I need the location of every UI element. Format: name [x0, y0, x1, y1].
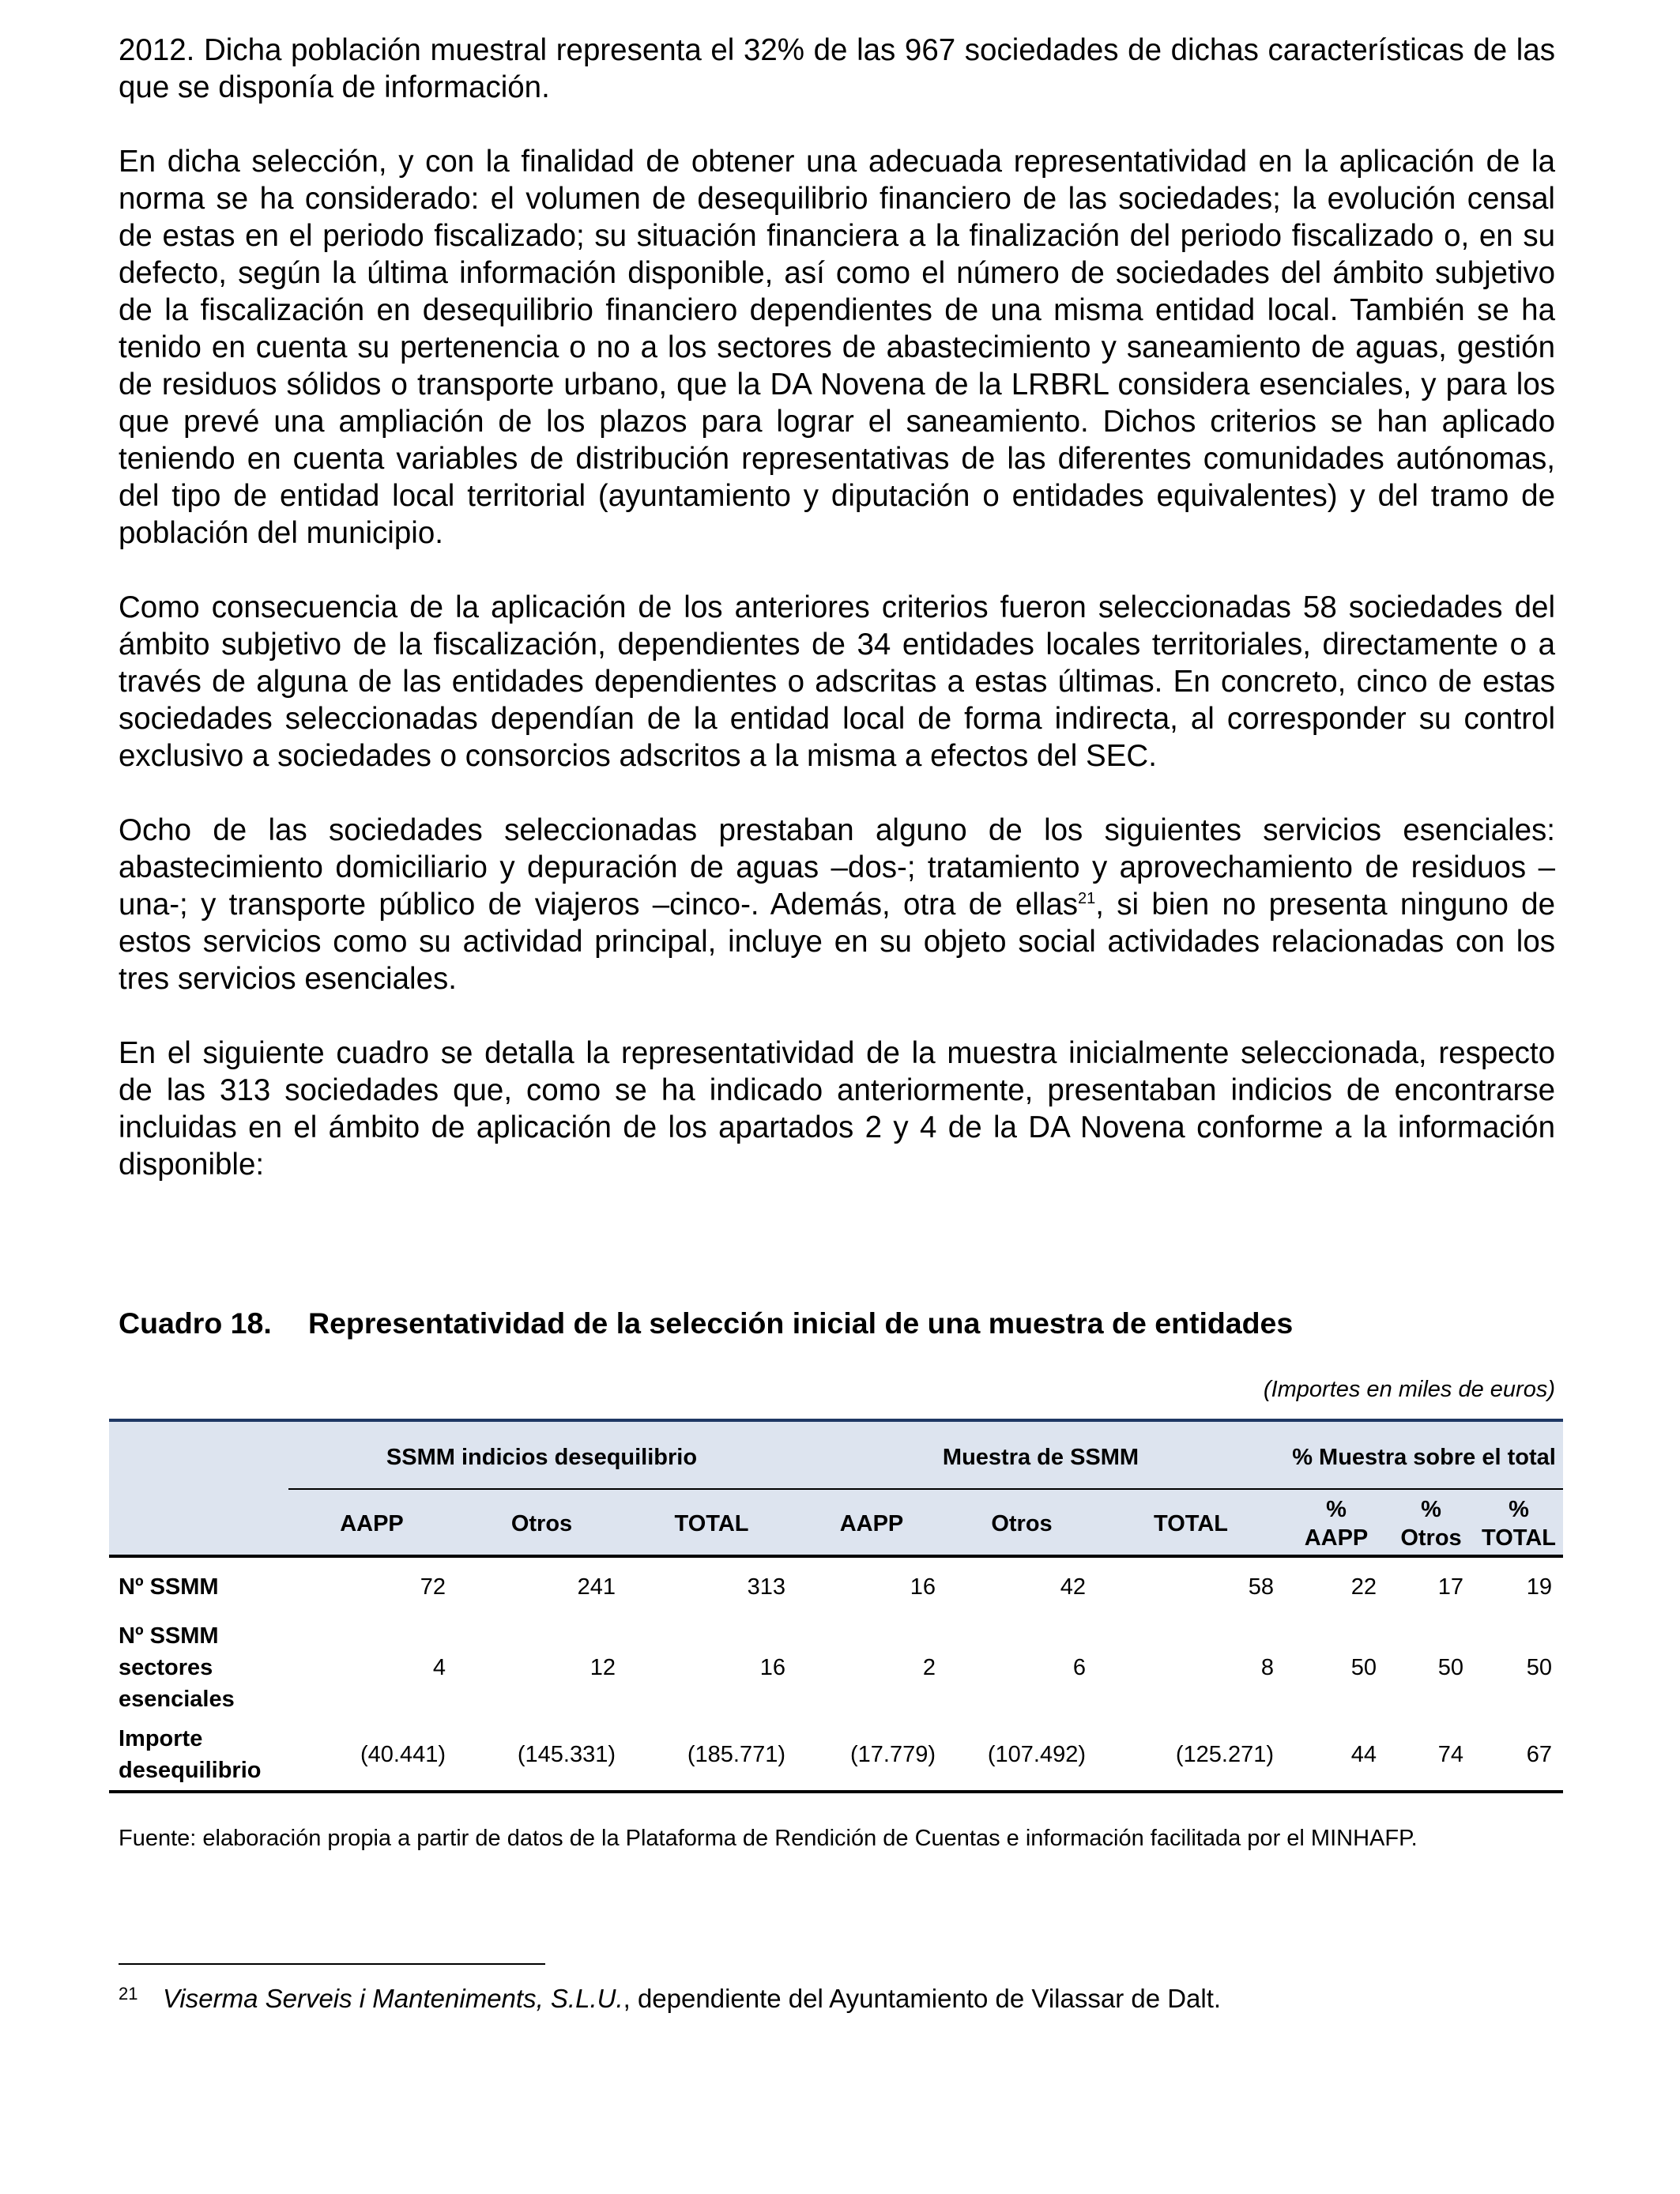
table-cell: 16	[759, 1654, 785, 1680]
table-source-note: Fuente: elaboración propia a partir de datos de la Plataforma de Rendición de Cuentas e información facilitada por el MINHAFP.	[119, 1826, 1418, 1851]
subheader-aapp: AAPP	[340, 1511, 404, 1536]
table-cell: 74	[1437, 1741, 1463, 1767]
table-cell: (17.779)	[849, 1741, 936, 1767]
table-cell: 4	[432, 1654, 446, 1680]
footnote-separator	[119, 1963, 545, 1965]
table-subheader-row	[109, 1493, 1563, 1556]
row-label: Importe desequilibrio	[119, 1726, 262, 1783]
group-divider	[1233, 1488, 1563, 1490]
representativeness-table	[109, 1419, 1563, 1793]
table-cell: (125.271)	[1175, 1741, 1274, 1767]
subheader-total: TOTAL	[1154, 1511, 1228, 1536]
table-cell: 44	[1350, 1741, 1377, 1767]
table-cell: 50	[1526, 1654, 1552, 1680]
footnote-entity-name: Viserma Serveis i Manteniments, S.L.U.	[163, 1984, 623, 2013]
table-row	[109, 1616, 1563, 1719]
group-divider	[288, 1488, 769, 1490]
paragraph-4-text-a: Ocho de las sociedades seleccionadas prestaban alguno de los siguientes servicios esenciales: abastecimiento domiciliario y depuración de aguas –dos-; tratamiento y aprovechamiento de residuos –una-; y transporte público de viajeros –cinco-. Además, otra de ellas	[119, 813, 1555, 922]
document-page	[119, 32, 1556, 2013]
table-row	[109, 1556, 1563, 1616]
subheader-aapp: AAPP	[839, 1511, 904, 1536]
units-note: (Importes en miles de euros)	[1263, 1377, 1555, 1402]
table-cell: 241	[577, 1574, 616, 1600]
footnote-reference[interactable]: 21	[1078, 890, 1096, 908]
footnote-text: , dependiente del Ayuntamiento de Vilassar de Dalt.	[623, 1984, 1222, 2013]
paragraph-4	[119, 812, 1555, 997]
subheader-pct-otros: % Otros	[1400, 1497, 1462, 1551]
table-cell: 17	[1437, 1574, 1463, 1600]
table-cell: (185.771)	[687, 1741, 785, 1767]
subheader-pct-aapp: % AAPP	[1304, 1497, 1369, 1551]
table-cell: 2	[922, 1654, 936, 1680]
group-header-muestra: Muestra de SSMM	[942, 1444, 1139, 1470]
table-cell: 50	[1350, 1654, 1377, 1680]
table-cell: 72	[420, 1574, 446, 1600]
table-cell: (40.441)	[360, 1741, 446, 1767]
table-cell: (145.331)	[517, 1741, 616, 1767]
footnote-number: 21	[119, 1984, 138, 2004]
subheader-total: TOTAL	[674, 1511, 749, 1536]
table-cell: 313	[747, 1574, 785, 1600]
table-cell: 6	[1072, 1654, 1086, 1680]
row-label: Nº SSMM sectores esenciales	[119, 1623, 235, 1712]
table-cell: 19	[1526, 1574, 1552, 1600]
table-cell: 42	[1060, 1574, 1086, 1600]
table-row	[109, 1719, 1563, 1792]
table-cell: 58	[1248, 1574, 1274, 1600]
paragraph-4-text-b: , si bien no presenta ninguno de estos servicios como su actividad principal, incluye en su objeto social actividades relacionadas con los tres servicios esenciales.	[119, 888, 1556, 996]
table-cell: (107.492)	[987, 1741, 1086, 1767]
group-divider	[755, 1488, 1233, 1490]
table-caption	[119, 1304, 1555, 1342]
subheader-otros: Otros	[510, 1511, 573, 1536]
paragraph-3: Como consecuencia de la aplicación de los anteriores criterios fueron seleccionadas 58 sociedades del ámbito subjetivo de la fiscalización, dependientes de 34 entidades locales territoriales, directamente o a través de alguna de las entidades dependientes o adscritas a estas últimas. En concreto, cinco de estas sociedades seleccionadas dependían de la entidad local de forma indirecta, al corresponder su control exclusivo a sociedades o consorcios adscritos a la misma a efectos del SEC.	[119, 590, 1555, 773]
table-caption-title: Representatividad de la selección inicial de una muestra de entidades	[308, 1306, 1294, 1340]
paragraph-5: En el siguiente cuadro se detalla la representatividad de la muestra inicialmente seleccionada, respecto de las 313 sociedades que, como se ha indicado anteriormente, presentaban indicios de encontrarse incluidas en el ámbito de aplicación de los apartados 2 y 4 de la DA Novena conforme a la información disponible:	[119, 1036, 1555, 1182]
table-cell: 50	[1437, 1654, 1463, 1680]
header-blank	[109, 1420, 287, 1493]
subheader-otros: Otros	[991, 1511, 1053, 1536]
paragraph-2: En dicha selección, y con la finalidad de obtener una adecuada representatividad en la aplicación de la norma se ha considerado: el volumen de desequilibrio financiero de las sociedades; la evolución censal de estas en el periodo fiscalizado; su situación financiera a la finalización del periodo fiscalizado o, en su defecto, según la última información disponible, así como el número de sociedades del ámbito subjetivo de la fiscalización en desequilibrio financiero dependientes de una misma entidad local. También se ha tenido en cuenta su pertenencia o no a los sectores de abastecimiento y saneamiento de aguas, gestión de residuos sólidos o transporte urbano, que la DA Novena de la LRBRL considera esenciales, y para los que prevé una ampliación de los plazos para lograr el saneamiento. Dichos criterios se han aplicado teniendo en cuenta variables de distribución representativas de las diferentes comunidades autónomas, del tipo de entidad local territorial (ayuntamiento y diputación o entidades equivalentes) y del tramo de población del municipio.	[119, 145, 1555, 550]
header-blank-2	[109, 1493, 287, 1556]
subheader-pct-total: % TOTAL	[1482, 1497, 1556, 1551]
table-cell: 67	[1526, 1741, 1552, 1767]
group-header-ssmm-indicios: SSMM indicios desequilibrio	[386, 1444, 698, 1470]
footnote	[119, 1984, 1221, 2014]
table-cell: 16	[910, 1574, 936, 1600]
table-cell: 22	[1350, 1574, 1377, 1600]
table-caption-number: Cuadro 18.	[119, 1306, 272, 1340]
group-header-porcentaje: % Muestra sobre el total	[1292, 1444, 1556, 1470]
table-cell: 12	[590, 1654, 616, 1680]
table-group-header-row	[109, 1420, 1563, 1493]
row-label: Nº SSMM	[119, 1574, 219, 1600]
table-cell: 8	[1260, 1654, 1274, 1680]
paragraph-1: 2012. Dicha población muestral representa el 32% de las 967 sociedades de dichas características de las que se disponía de información.	[119, 33, 1555, 104]
